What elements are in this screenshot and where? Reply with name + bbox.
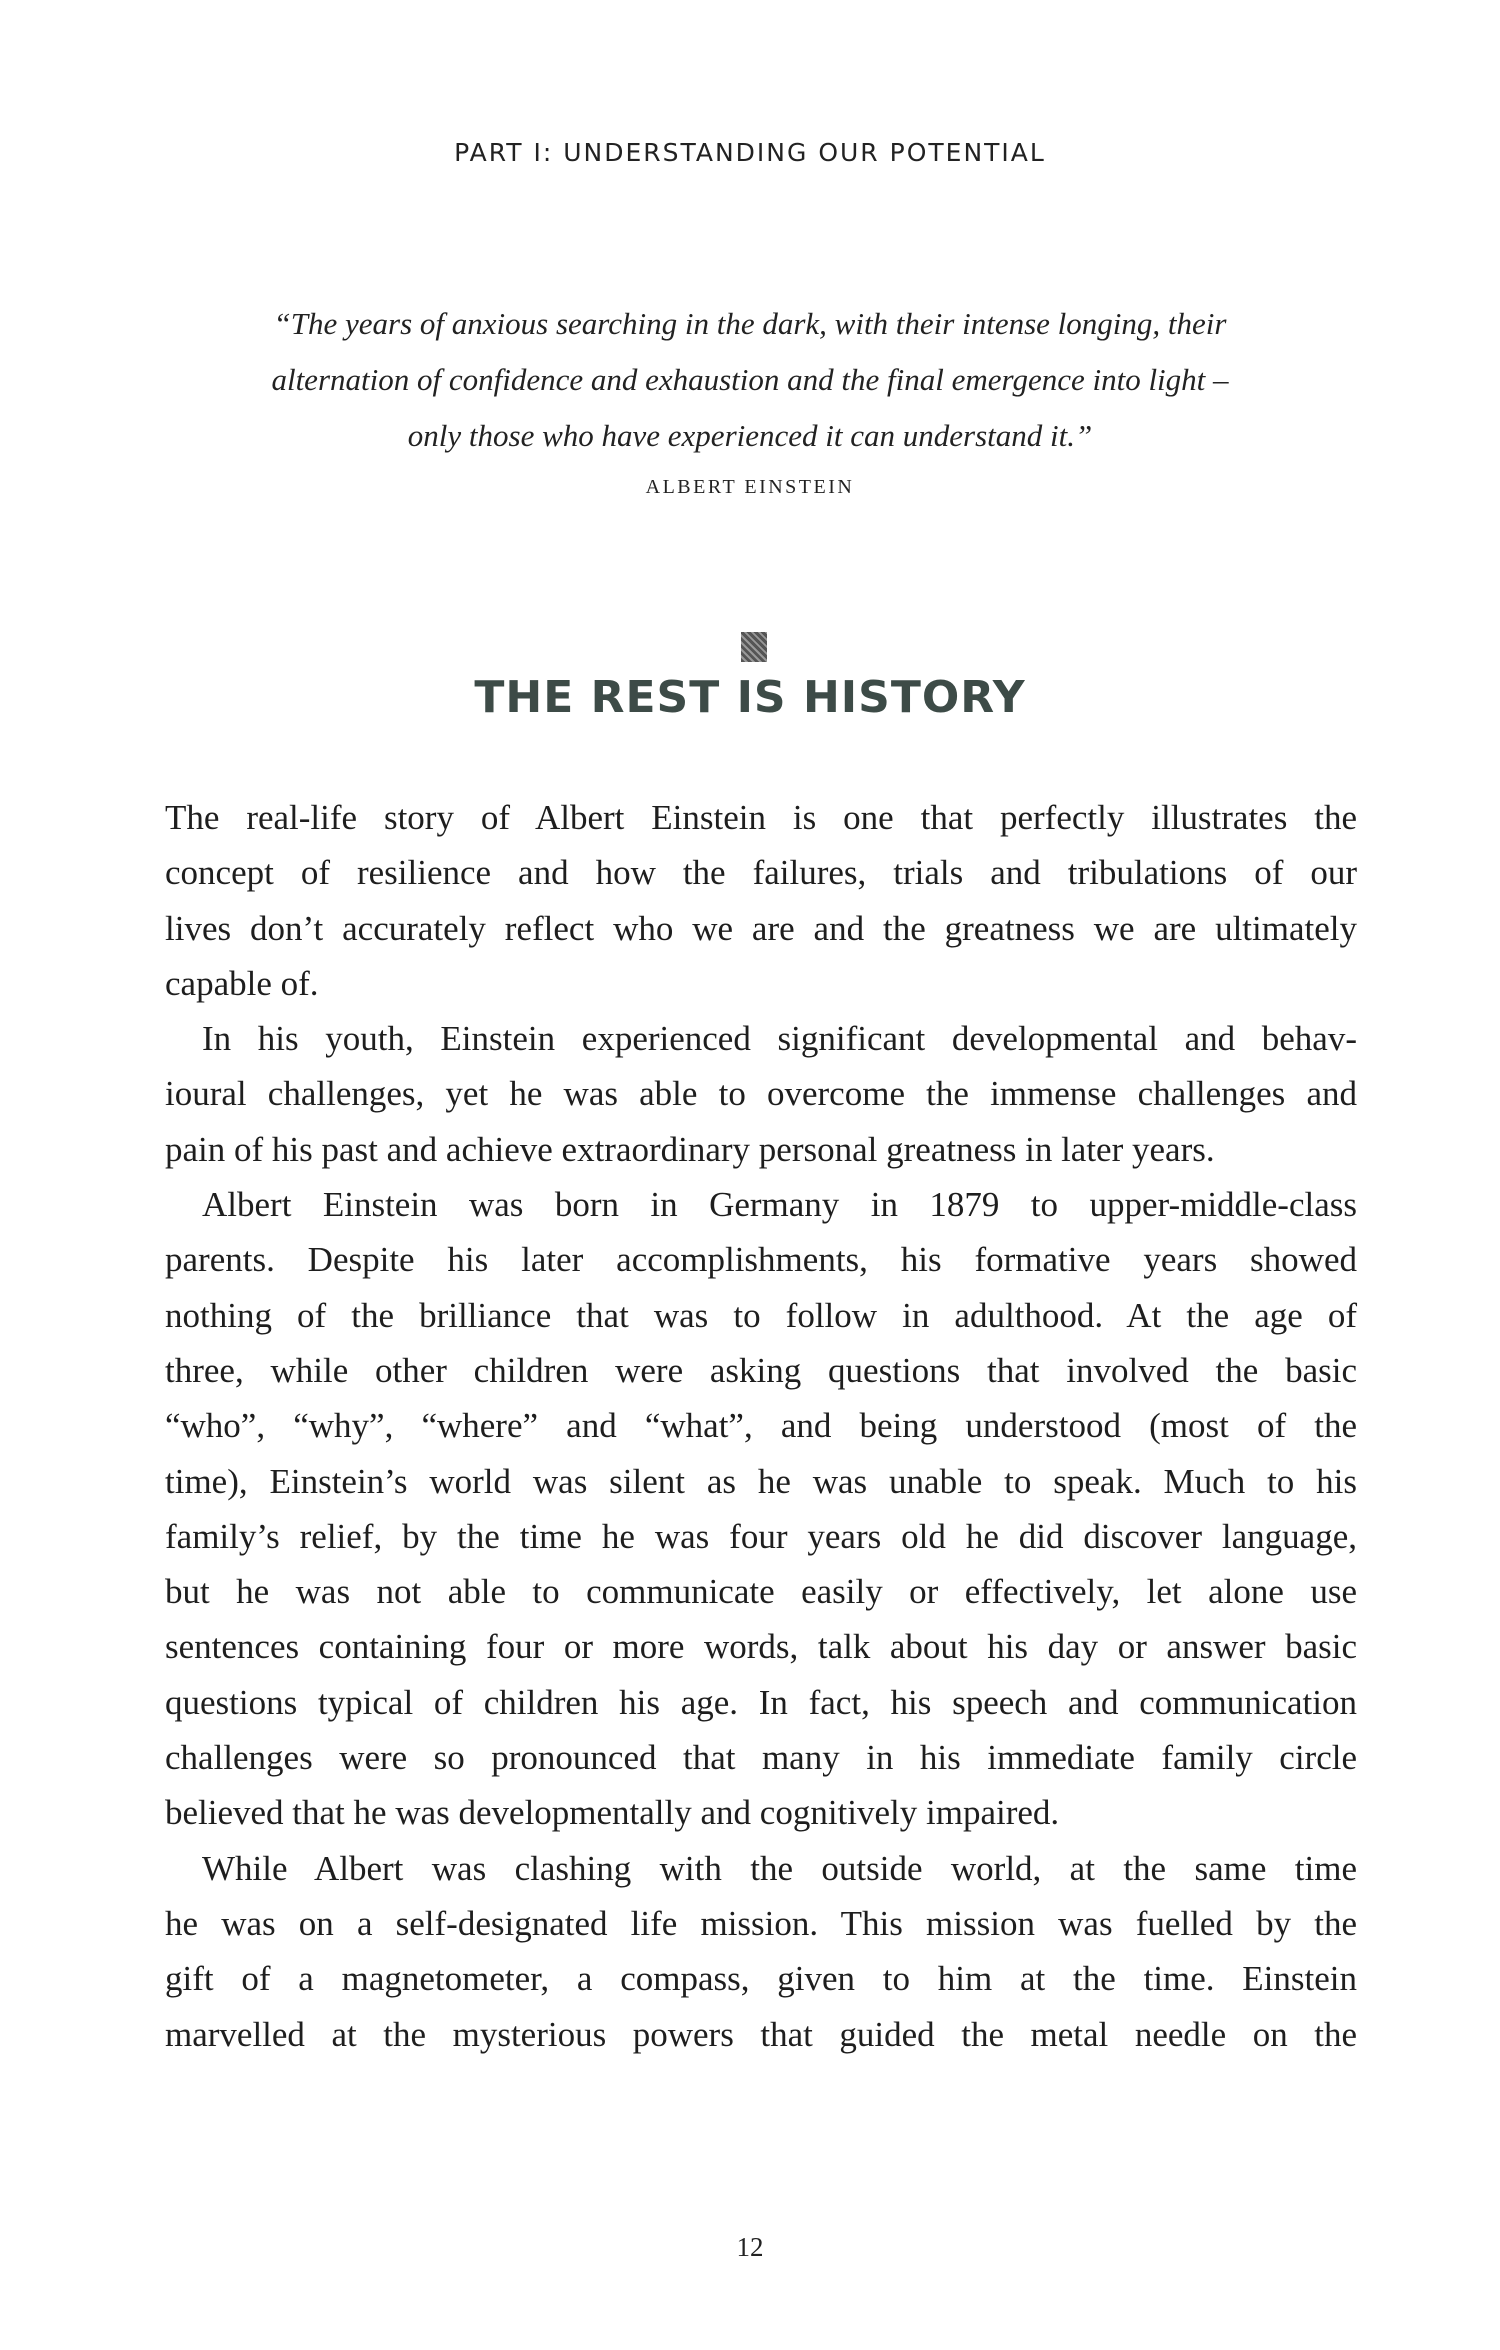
body-line: time), Einstein’s world was silent as he was unable to speak. Much to his: [165, 1461, 1357, 1501]
body-line: “who”, “why”, “where” and “what”, and being understood (most of the: [165, 1406, 1357, 1446]
body-line: but he was not able to communicate easily or effectively, let alone use: [165, 1572, 1357, 1612]
body-line: nothing of the brilliance that was to follow in adulthood. At the age of: [165, 1295, 1357, 1335]
section-title: THE REST IS HISTORY: [474, 672, 1026, 723]
page-number: 12: [736, 2232, 764, 2262]
body-line: ioural challenges, yet he was able to overcome the immense challenges and: [165, 1074, 1357, 1114]
ornament-icon: [741, 632, 767, 662]
epigraph-line: “The years of anxious searching in the dark, with their intense longing, their: [273, 306, 1227, 341]
body-line: family’s relief, by the time he was four years old he did discover language,: [165, 1516, 1357, 1556]
body-line: questions typical of children his age. In fact, his speech and communication: [165, 1682, 1357, 1722]
body-text: [165, 790, 1357, 2062]
body-line: believed that he was developmentally and cognitively impaired.: [165, 1793, 1060, 1833]
epigraph-quote: [200, 296, 1300, 464]
epigraph-line: alternation of confidence and exhaustion and the final emergence into light –: [271, 362, 1229, 397]
body-line: In his youth, Einstein experienced significant developmental and behav-: [202, 1019, 1357, 1059]
running-header: PART I: UNDERSTANDING OUR POTENTIAL: [454, 138, 1046, 167]
body-line: pain of his past and achieve extraordinary personal greatness in later years.: [165, 1129, 1215, 1169]
body-line: gift of a magnetometer, a compass, given to him at the time. Einstein: [165, 1959, 1357, 1999]
body-line: lives don’t accurately reflect who we are and the greatness we are ultimately: [165, 908, 1357, 948]
body-line: he was on a self-designated life mission. This mission was fuelled by the: [165, 1903, 1357, 1943]
body-line: While Albert was clashing with the outside world, at the same time: [202, 1848, 1357, 1888]
body-line: marvelled at the mysterious powers that guided the metal needle on the: [165, 2014, 1357, 2054]
body-line: Albert Einstein was born in Germany in 1879 to upper-middle-class: [202, 1185, 1357, 1225]
body-line: capable of.: [165, 963, 319, 1003]
body-line: parents. Despite his later accomplishments, his formative years showed: [165, 1240, 1357, 1280]
body-line: The real-life story of Albert Einstein is one that perfectly illustrates the: [165, 798, 1357, 837]
epigraph-line: only those who have experienced it can understand it.”: [407, 418, 1093, 453]
body-line: challenges were so pronounced that many in his immediate family circle: [165, 1738, 1357, 1778]
body-line: three, while other children were asking questions that involved the basic: [165, 1350, 1357, 1390]
body-line: concept of resilience and how the failures, trials and tribulations of our: [165, 853, 1357, 893]
epigraph-author: ALBERT EINSTEIN: [645, 476, 855, 498]
body-line: sentences containing four or more words, talk about his day or answer basic: [165, 1627, 1357, 1667]
